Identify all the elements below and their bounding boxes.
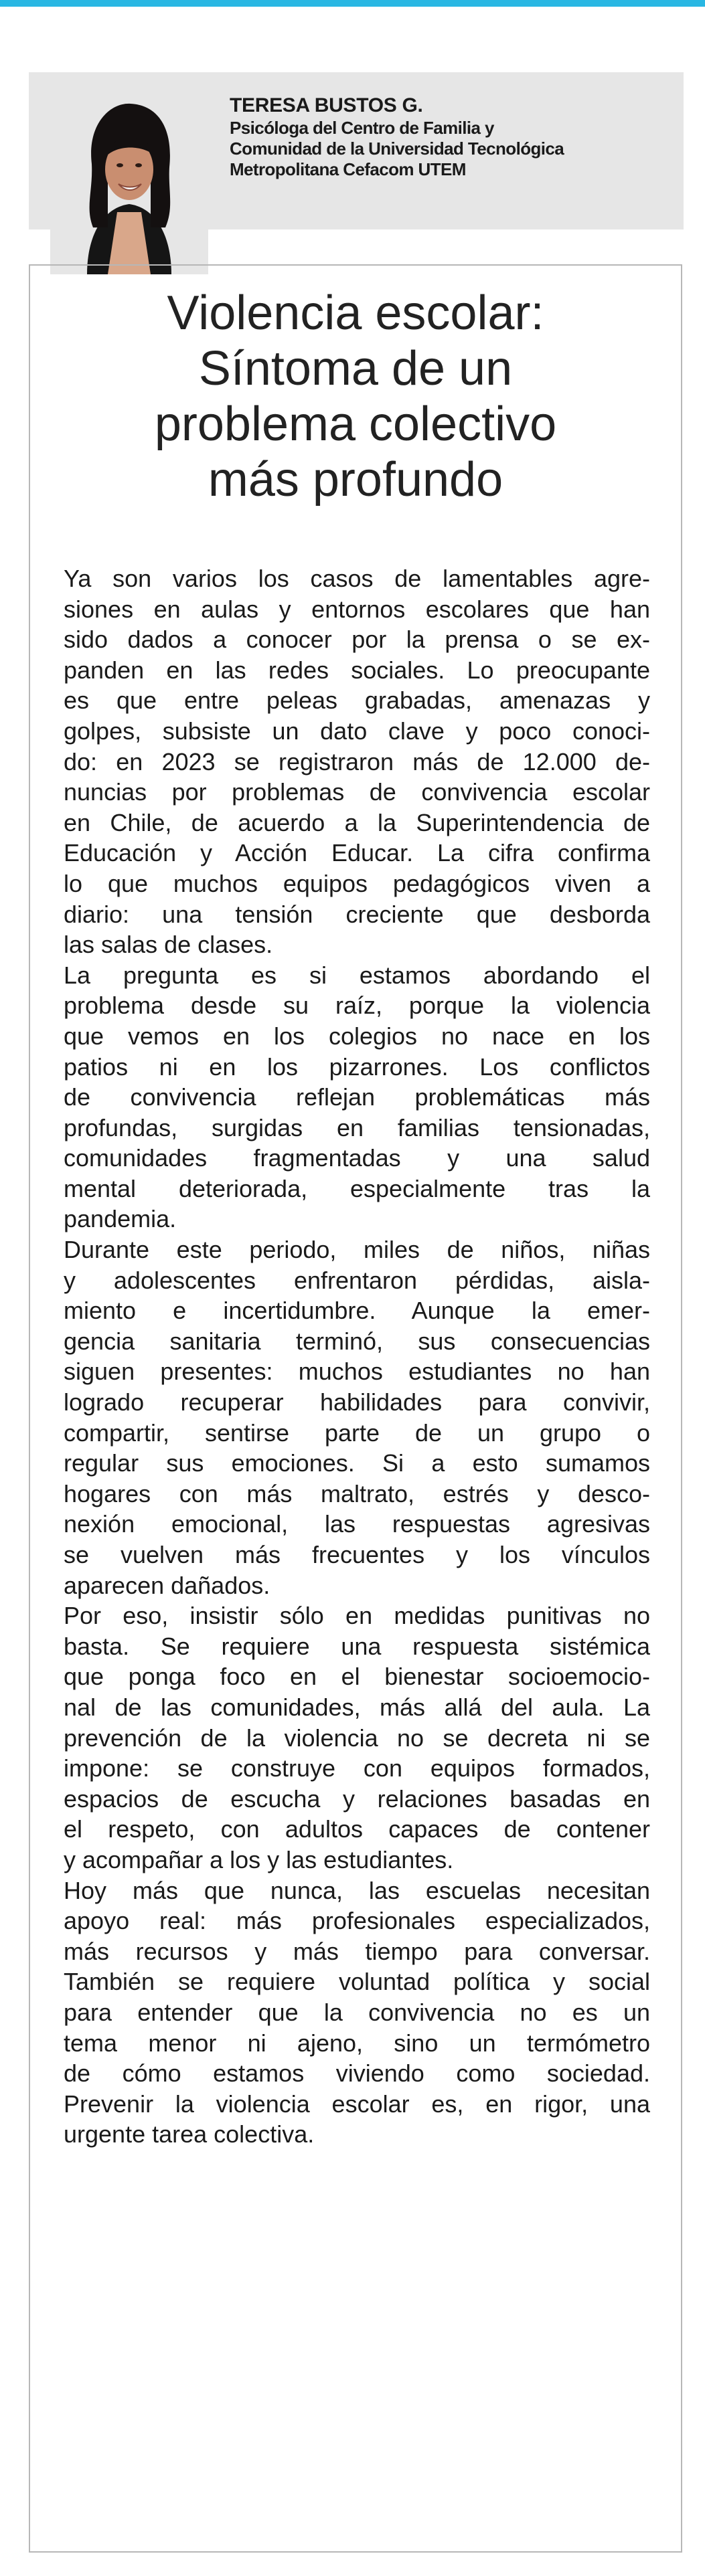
paragraph-line: Prevenir la violencia escolar es, en rigor, una: [64, 2090, 650, 2118]
paragraph-line: miento e incertidumbre. Aunque la emer-: [64, 1297, 650, 1325]
paragraph-line: Hoy más que nunca, las escuelas necesitan: [64, 1876, 650, 1904]
paragraph-line: panden en las redes sociales. Lo preocupante: [64, 656, 650, 684]
title-line: Síntoma de un: [198, 342, 513, 395]
paragraph-line: hogares con más maltrato, estrés y desco-: [64, 1479, 650, 1507]
title-line: Violencia escolar:: [167, 286, 544, 340]
paragraph-line: gencia sanitaria terminó, sus consecuencias: [64, 1327, 650, 1355]
paragraph-line: pandemia.: [64, 1205, 177, 1233]
paragraph-line: profundas, surgidas en familias tensionadas,: [64, 1113, 650, 1141]
article-title: [30, 286, 681, 508]
paragraph-line: basta. Se requiere una respuesta sistémica: [64, 1632, 650, 1660]
author-name: TERESA BUSTOS G.: [230, 94, 423, 116]
paragraph-line: tema menor ni ajeno, sino un termómetro: [64, 2029, 650, 2057]
paragraph-line: de cómo estamos viviendo como sociedad.: [64, 2059, 650, 2088]
article-paragraph: [64, 960, 650, 1234]
article-paragraph: [64, 1234, 650, 1600]
paragraph-line: También se requiere voluntad política y social: [64, 1968, 650, 1996]
paragraph-line: comunidades fragmentadas y una salud: [64, 1144, 650, 1172]
top-accent-bar: [0, 0, 705, 7]
paragraph-line: lo que muchos equipos pedagógicos viven a: [64, 869, 650, 897]
paragraph-line: siguen presentes: muchos estudiantes no han: [64, 1358, 650, 1386]
paragraph-line: en Chile, de acuerdo a la Superintendencia de: [64, 808, 650, 836]
paragraph-line: aparecen dañados.: [64, 1571, 270, 1599]
paragraph-line: nexión emocional, las respuestas agresivas: [64, 1510, 650, 1538]
paragraph-line: siones en aulas y entornos escolares que han: [64, 595, 650, 623]
paragraph-line: el respeto, con adultos capaces de contener: [64, 1815, 650, 1843]
paragraph-line: golpes, subsiste un dato clave y poco conoci-: [64, 717, 650, 745]
paragraph-line: más recursos y más tiempo para conversar.: [64, 1937, 650, 1965]
paragraph-line: las salas de clases.: [64, 931, 273, 959]
paragraph-line: do: en 2023 se registraron más de 12.000 de-: [64, 747, 650, 775]
paragraph-line: y acompañar a los y las estudiantes.: [64, 1845, 454, 1873]
author-role-line: Metropolitana Cefacom UTEM: [230, 159, 466, 179]
article-paragraph: [64, 1600, 650, 1875]
article-body: [64, 563, 650, 2150]
paragraph-line: prevención de la violencia no se decreta ni se: [64, 1724, 650, 1752]
paragraph-line: que ponga foco en el bienestar socioemocio-: [64, 1663, 650, 1691]
paragraph-line: para entender que la convivencia no es un: [64, 1998, 650, 2026]
paragraph-line: Durante este periodo, miles de niños, niñas: [64, 1236, 650, 1264]
paragraph-line: de convivencia reflejan problemáticas más: [64, 1083, 650, 1111]
article-paragraph: [64, 563, 650, 960]
author-photo: [50, 90, 208, 274]
paragraph-line: patios ni en los pizarrones. Los conflictos: [64, 1052, 650, 1081]
paragraph-line: regular sus emociones. Si a esto sumamos: [64, 1449, 650, 1477]
paragraph-line: compartir, sentirse parte de un grupo o: [64, 1418, 650, 1447]
author-info: [230, 94, 672, 180]
paragraph-line: es que entre peleas grabadas, amenazas y: [64, 686, 650, 715]
paragraph-line: nal de las comunidades, más allá del aula. La: [64, 1693, 650, 1721]
paragraph-line: urgente tarea colectiva.: [64, 2120, 315, 2148]
paragraph-line: Ya son varios los casos de lamentables agre-: [64, 565, 650, 592]
paragraph-line: nuncias por problemas de convivencia escolar: [64, 778, 650, 806]
paragraph-line: La pregunta es si estamos abordando el: [64, 961, 650, 989]
paragraph-line: sido dados a conocer por la prensa o se ex-: [64, 626, 650, 654]
author-role-line: Psicóloga del Centro de Familia y: [230, 118, 494, 138]
article-box: [29, 264, 682, 2553]
paragraph-line: se vuelven más frecuentes y los vínculos: [64, 1541, 650, 1568]
title-line: más profundo: [208, 453, 503, 507]
paragraph-line: y adolescentes enfrentaron pérdidas, aisla-: [64, 1266, 650, 1294]
paragraph-line: impone: se construye con equipos formados,: [64, 1754, 650, 1782]
paragraph-line: logrado recuperar habilidades para convivir,: [64, 1388, 650, 1416]
author-portrait-image: [50, 90, 208, 274]
paragraph-line: mental deteriorada, especialmente tras la: [64, 1174, 650, 1202]
author-role-line: Comunidad de la Universidad Tecnológica: [230, 139, 564, 159]
paragraph-line: espacios de escucha y relaciones basadas en: [64, 1784, 650, 1813]
paragraph-line: Por eso, insistir sólo en medidas punitivas no: [64, 1602, 650, 1630]
paragraph-line: Educación y Acción Educar. La cifra confirma: [64, 839, 650, 867]
paragraph-line: diario: una tensión creciente que desborda: [64, 900, 650, 928]
paragraph-line: que vemos en los colegios no nace en los: [64, 1022, 650, 1050]
title-line: problema colectivo: [154, 397, 557, 451]
article-paragraph: [64, 1875, 650, 2150]
paragraph-line: problema desde su raíz, porque la violencia: [64, 992, 650, 1020]
paragraph-line: apoyo real: más profesionales especializados,: [64, 1907, 650, 1935]
